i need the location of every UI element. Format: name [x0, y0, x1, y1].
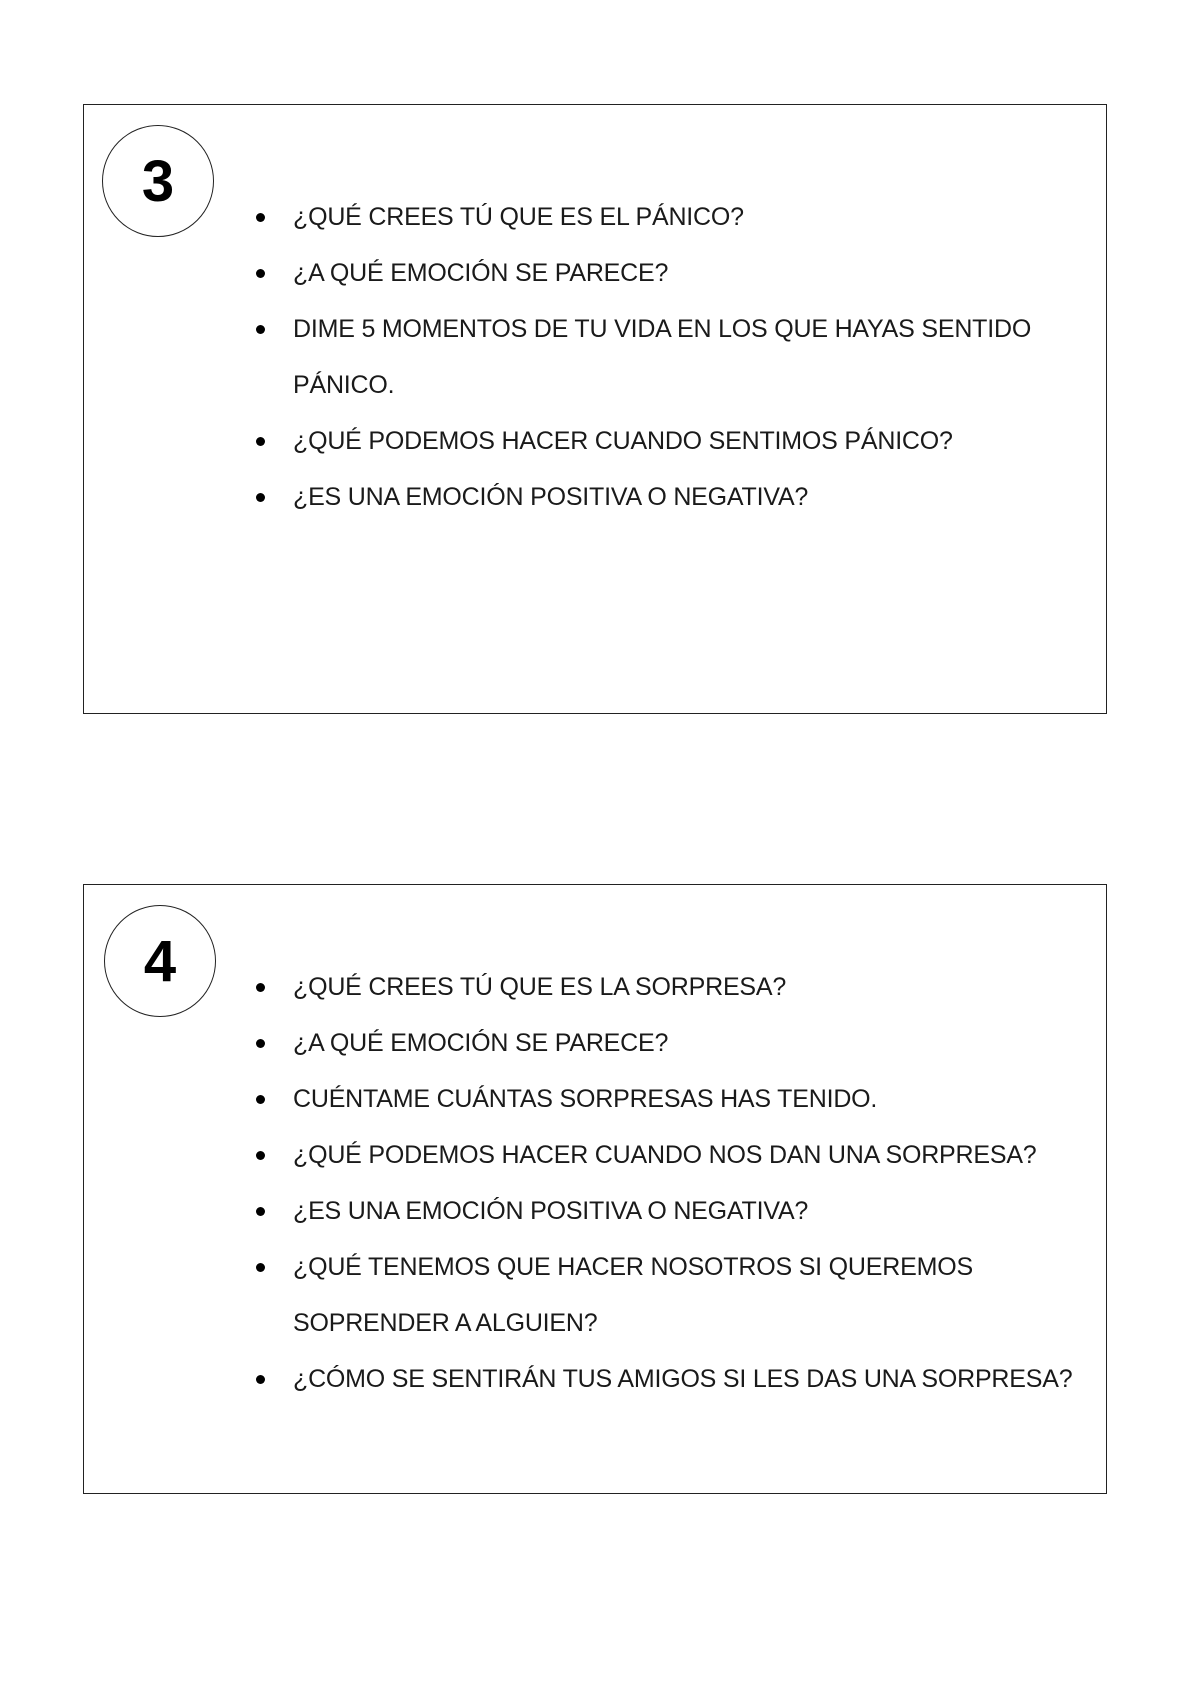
question-item — [253, 1071, 1076, 1127]
bullet-icon — [256, 325, 265, 334]
question-item — [253, 1239, 1076, 1351]
bullet-icon — [256, 1151, 265, 1160]
question-item — [253, 413, 1076, 469]
question-text: ¿A QUÉ EMOCIÓN SE PARECE? — [293, 1029, 669, 1057]
question-text: DIME 5 MOMENTOS DE TU VIDA EN LOS QUE HAYAS SENTIDO PÁNICO. — [293, 315, 1032, 399]
card-number-badge: 3 — [102, 125, 214, 237]
card-number-badge: 4 — [104, 905, 216, 1017]
bullet-icon — [256, 1263, 265, 1272]
bullet-icon — [256, 1039, 265, 1048]
bullet-icon — [256, 493, 265, 502]
bullet-icon — [256, 269, 265, 278]
question-item — [253, 245, 1076, 301]
bullet-icon — [256, 1095, 265, 1104]
question-item — [253, 959, 1076, 1015]
question-text: ¿ES UNA EMOCIÓN POSITIVA O NEGATIVA? — [293, 483, 809, 511]
question-text: ¿ES UNA EMOCIÓN POSITIVA O NEGATIVA? — [293, 1197, 809, 1225]
question-card-4 — [83, 884, 1107, 1494]
question-item — [253, 301, 1076, 413]
bullet-icon — [256, 213, 265, 222]
question-text: ¿CÓMO SE SENTIRÁN TUS AMIGOS SI LES DAS UNA SORPRESA? — [293, 1365, 1073, 1393]
question-item — [253, 189, 1076, 245]
question-item — [253, 469, 1076, 525]
question-list — [253, 189, 1076, 525]
question-item — [253, 1015, 1076, 1071]
question-text: ¿QUÉ PODEMOS HACER CUANDO SENTIMOS PÁNICO? — [293, 427, 953, 455]
question-text: ¿QUÉ CREES TÚ QUE ES EL PÁNICO? — [293, 203, 744, 231]
bullet-icon — [256, 1207, 265, 1216]
question-list — [253, 959, 1076, 1407]
question-item — [253, 1127, 1076, 1183]
bullet-icon — [256, 437, 265, 446]
bullet-icon — [256, 1375, 265, 1384]
question-text: CUÉNTAME CUÁNTAS SORPRESAS HAS TENIDO. — [293, 1085, 878, 1113]
question-item — [253, 1183, 1076, 1239]
question-text: ¿QUÉ CREES TÚ QUE ES LA SORPRESA? — [293, 973, 787, 1001]
question-text: ¿QUÉ PODEMOS HACER CUANDO NOS DAN UNA SORPRESA? — [293, 1141, 1037, 1169]
question-item — [253, 1351, 1076, 1407]
question-text: ¿QUÉ TENEMOS QUE HACER NOSOTROS SI QUEREMOS SOPRENDER A ALGUIEN? — [293, 1253, 973, 1337]
question-text: ¿A QUÉ EMOCIÓN SE PARECE? — [293, 259, 669, 287]
question-card-3 — [83, 104, 1107, 714]
bullet-icon — [256, 983, 265, 992]
